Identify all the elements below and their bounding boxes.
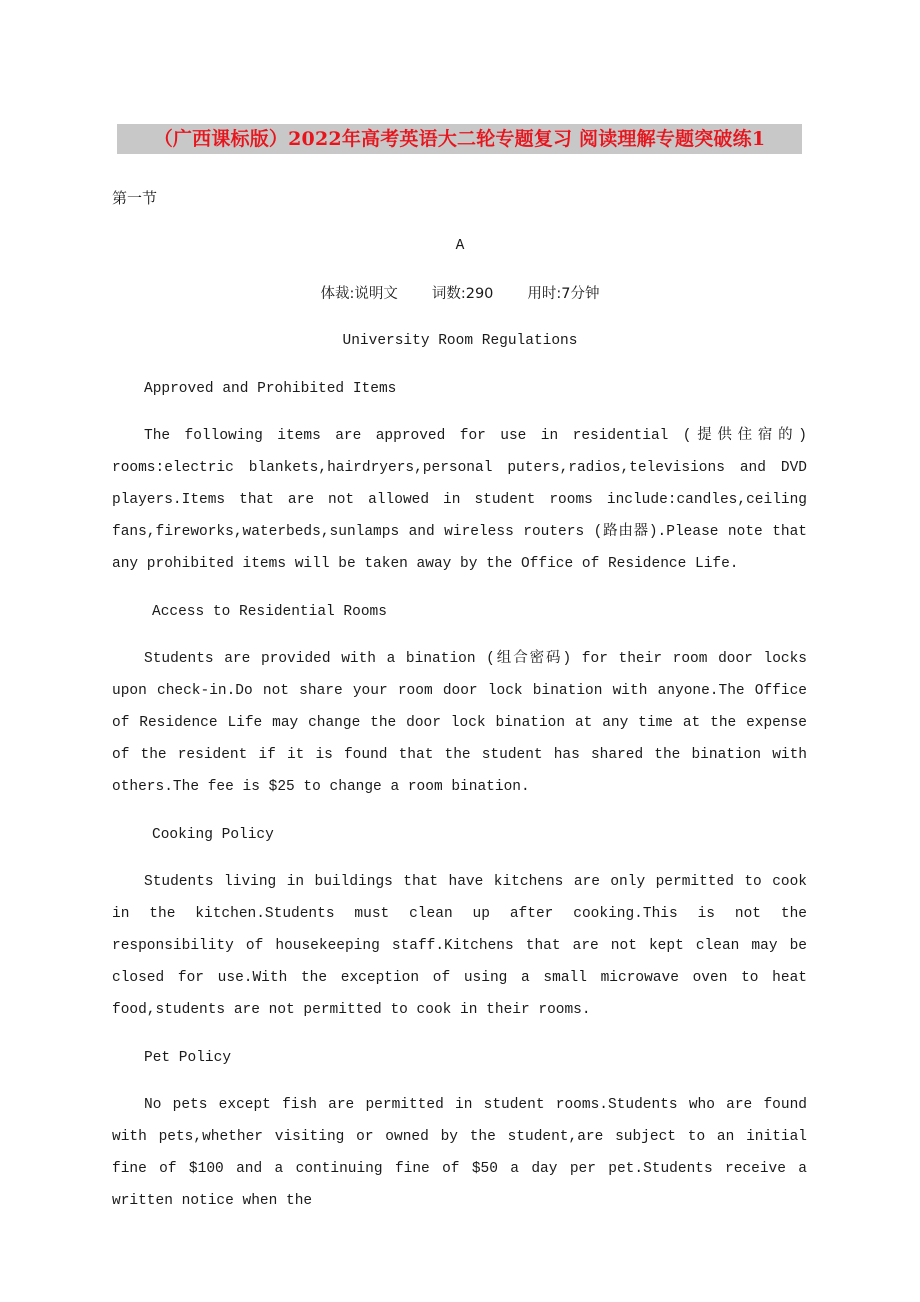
section-body: The following items are approved for use in residential (提供住宿的) rooms:electric blankets,hairdryers,personal puters,radios,televisions and DVD players.Items that are not allowed in student rooms include:candles,ceiling fans,fireworks,waterbeds,sunlamps and wireless routers (路由器).Please note that any prohibited items will be taken away by the Office of Residence Life. [112,428,807,572]
section-heading: Approved and Prohibited Items [144,381,397,397]
section-label: 第一节 [112,189,158,207]
meta-time: 用时:7分钟 [527,286,600,302]
section-heading: Cooking Policy [152,827,274,843]
meta-word-count: 词数:290 [431,286,494,302]
section-body: Students are provided with a bination (组合密码) for their room door locks upon check-in.Do not share your room door lock bination with anyone.The Office of Residence Life may change the door lock bination at any time at the expense of the resident if it is found that the student has shared the bination with others.The fee is $25 to change a room bination. [112,651,807,795]
document-title: （广西课标版）2022年高考英语大二轮专题复习 阅读理解专题突破练1 [153,128,766,150]
section-body: Students living in buildings that have kitchens are only permitted to cook in the kitchen.Students must clean up after cooking.This is not the responsibility of housekeeping staff.Kitchens that are not kept clean may be closed for use.With the exception of using a small microwave oven to heat food,students are not permitted to cook in their rooms. [112,874,807,1018]
passage-meta [0,284,920,304]
section-heading: Access to Residential Rooms [152,604,387,620]
section-body: No pets except fish are permitted in student rooms.Students who are found with pets,whether visiting or owned by the student,are subject to an initial fine of $100 and a continuing fine of $50 a day per pet.Students receive a written notice when the [112,1097,807,1209]
meta-genre: 体裁:说明文 [320,286,398,302]
passage-title: University Room Regulations [342,333,578,349]
section-heading: Pet Policy [144,1050,232,1066]
passage-label: A [455,238,465,254]
